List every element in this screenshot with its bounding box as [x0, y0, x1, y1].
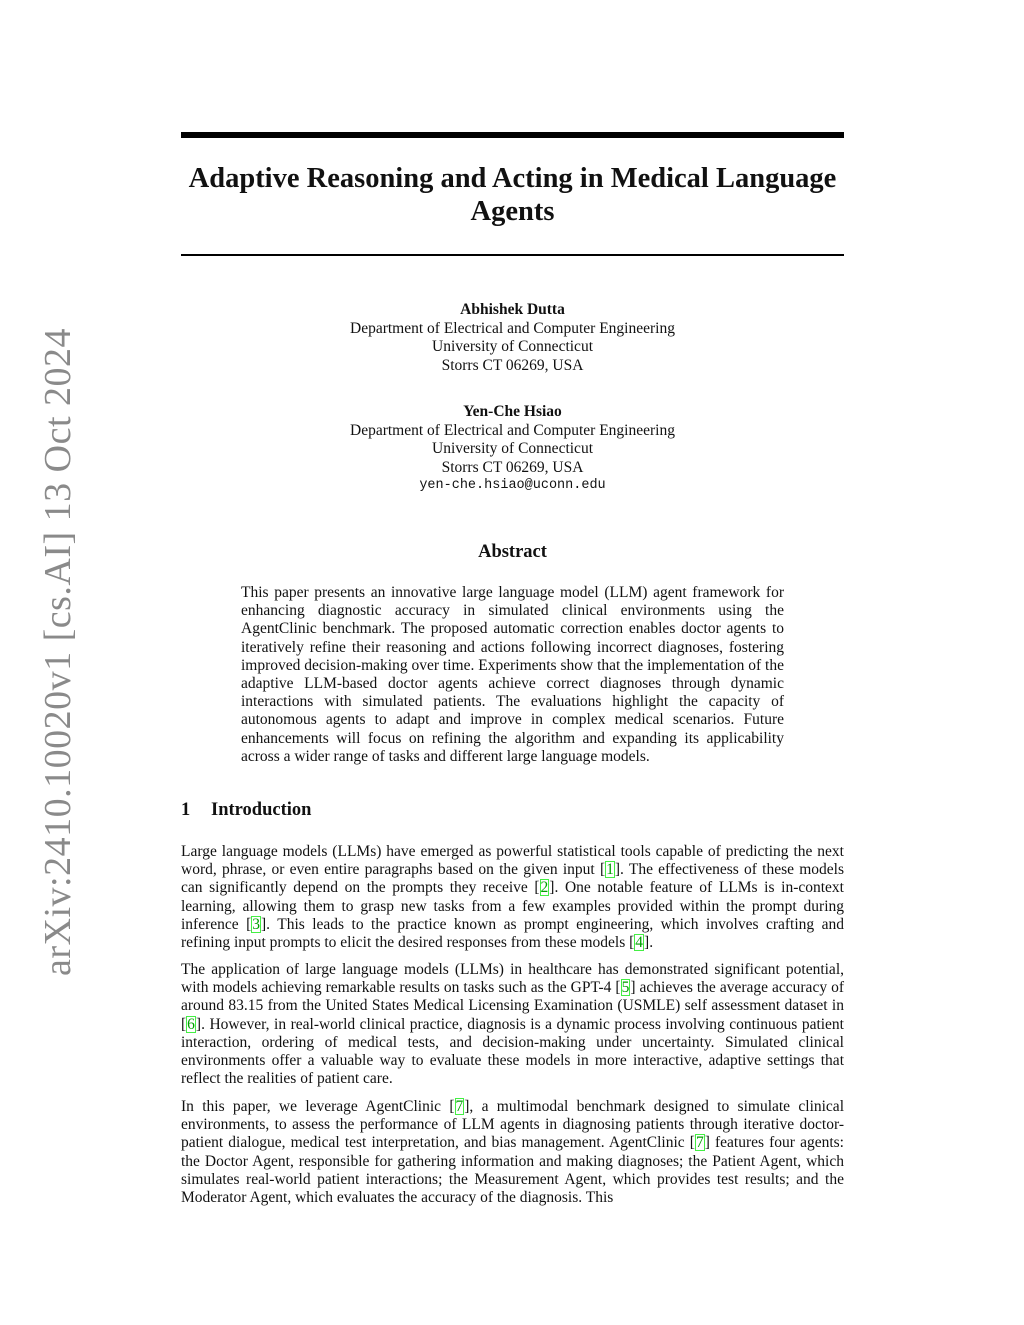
title-bottom-rule	[181, 254, 844, 256]
text-run: The application of large language models (LLMs) in healthcare has demonstrated significant potential, with models achieving remarkable results on tasks such as the GPT-4 [	[181, 961, 844, 997]
citation-link[interactable]: 7	[455, 1098, 464, 1115]
author-address: Storrs CT 06269, USA	[441, 458, 584, 476]
citation-link[interactable]: 1	[606, 861, 614, 879]
section-heading-introduction	[181, 800, 311, 821]
author-address: Storrs CT 06269, USA	[441, 356, 584, 374]
author-name: Abhishek Dutta	[460, 301, 565, 318]
text-run: ]. One notable feature of LLMs is in-context learning, allowing them to grasp new tasks from a few examples provided within the prompt during inference [	[181, 879, 844, 933]
citation-link[interactable]: 2	[540, 879, 549, 897]
author-university: University of Connecticut	[432, 338, 593, 355]
author-name: Yen-Che Hsiao	[463, 403, 562, 420]
author-department: Department of Electrical and Computer Engineering	[350, 319, 675, 337]
intro-paragraph-3	[181, 1098, 844, 1207]
author-university: University of Connecticut	[432, 440, 593, 457]
citation-link[interactable]: 7	[695, 1134, 704, 1152]
citation-link[interactable]: 6	[187, 1015, 195, 1033]
text-run: In this paper, we leverage AgentClinic [	[181, 1098, 455, 1115]
author-department: Department of Electrical and Computer Engineering	[350, 421, 675, 439]
title-top-rule	[181, 132, 844, 138]
text-run: Large language models (LLMs) have emerged as powerful statistical tools capable of predicting the next word, phrase, or even entire paragraphs based on the given input [	[181, 843, 844, 879]
author-email[interactable]: yen-che.hsiao@uconn.edu	[419, 478, 606, 493]
text-run: ], a multimodal benchmark designed to simulate clinical environments, to assess the performance of LLM agents in diagnosing patients through iterative doctor-patient dialogue, medical test interpretation, and bias management. AgentClinic [	[181, 1098, 844, 1152]
citation-link[interactable]: 3	[252, 915, 261, 933]
section-number: 1	[181, 800, 191, 820]
text-run: ] achieves the average accuracy of around 83.15 from the United States Medical Licensing Examination (USMLE) self assessment dataset in [	[181, 979, 844, 1033]
text-run: ]. However, in real-world clinical practice, diagnosis is a dynamic process involving continuous patient interaction, ordering of medical tests, and decision-making under uncertainty. Simulated clinical environments offer a valuable way to evaluate these models in more interactive, adaptive settings that reflect the realities of patient care.	[181, 1015, 844, 1088]
arxiv-side-stamp: arXiv:2410.10020v1 [cs.AI] 13 Oct 2024	[37, 327, 79, 977]
text-run: ].	[644, 934, 654, 952]
citation-link[interactable]: 5	[621, 979, 630, 997]
section-title: Introduction	[211, 800, 312, 820]
author-block-2	[181, 403, 844, 496]
abstract-heading: Abstract	[478, 542, 547, 562]
author-block-1	[181, 301, 844, 375]
intro-paragraph-2	[181, 961, 844, 1088]
text-run: ] features four agents: the Doctor Agent, responsible for gathering information and making diagnoses; the Patient Agent, which simulates real-world patient interactions; the Measurement Agent, which provides test results; and the Moderator Agent, which evaluates the accuracy of the diagnosis. This	[181, 1134, 844, 1207]
intro-paragraph-1	[181, 843, 844, 952]
abstract-text: This paper presents an innovative large language model (LLM) agent framework for enhancing diagnostic accuracy in simulated clinical environments using the AgentClinic benchmark. The proposed automatic correction enables doctor agents to iteratively refine their reasoning and actions following incorrect diagnoses, fostering improved decision-making over time. Experiments show that the implementation of the adaptive LLM-based doctor agents achieve correct diagnoses through dynamic interactions with simulated patients. The evaluations highlight the capacity of autonomous agents to adapt and improve in complex medical scenarios. Future enhancements will focus on refining the algorithm and expanding its applicability across a wider range of tasks and different large language models.	[241, 584, 784, 765]
text-run: ]. The effectiveness of these models can significantly depend on the prompts they receive [	[181, 861, 844, 897]
citation-link[interactable]: 4	[635, 934, 644, 952]
text-run: ]. This leads to the practice known as prompt engineering, which involves crafting and refining input prompts to elicit the desired responses from these models [	[181, 915, 844, 952]
paper-title: Adaptive Reasoning and Acting in Medical Language Agents	[188, 163, 837, 227]
